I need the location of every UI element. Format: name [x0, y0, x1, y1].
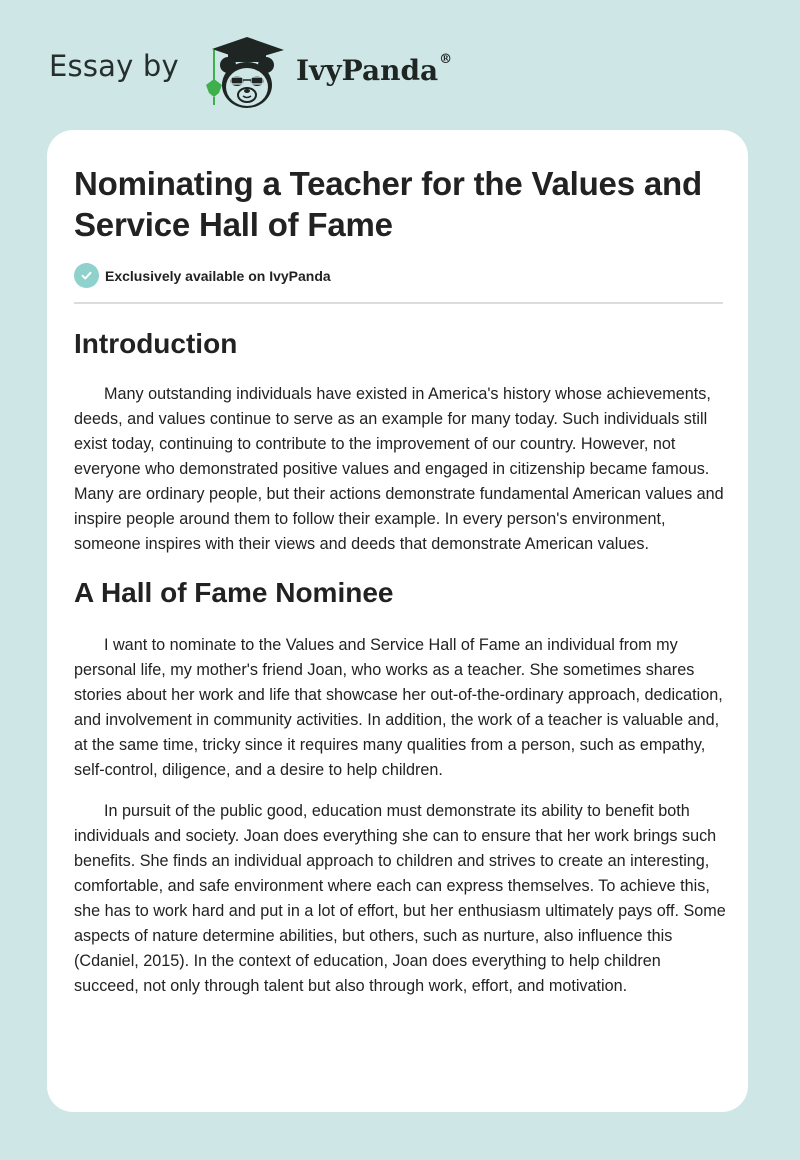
check-circle-icon — [74, 263, 99, 288]
essay-by-label: Essay by — [49, 49, 179, 83]
section-hall-of-fame-nominee — [74, 573, 729, 999]
brand-logo-text[interactable] — [296, 54, 452, 87]
exclusive-badge-text: Exclusively available on IvyPanda — [105, 267, 331, 284]
paragraph: Many outstanding individuals have existed in America's history whose achievements, deeds, and values continue to serve as an example for many today. Such individuals still exist today, continuing to contribute to the improvement of our country. However, not everyone who demonstrated positive values and engaged in citizenship became famous. Many are ordinary people, but their actions demonstrate fundamental American values and inspire people around them to follow their example. In every person's environment, someone inspires with their views and deeds that demonstrate American values. — [74, 385, 724, 553]
page-title: Nominating a Teacher for the Values and Service Hall of Fame — [74, 165, 702, 243]
divider — [74, 302, 723, 304]
panda-graduate-icon[interactable] — [202, 35, 292, 111]
brand-name: IvyPanda — [296, 54, 439, 87]
essay-body — [74, 324, 729, 1015]
registered-mark: ® — [439, 52, 453, 67]
section-heading: Introduction — [74, 328, 238, 359]
exclusive-badge — [74, 263, 331, 288]
essay-card — [47, 130, 748, 1112]
paragraph: In pursuit of the public good, education must demonstrate its ability to benefit both individuals and society. Joan does everything she can to ensure that her work brings such benefits. She finds an individual approach to children and strives to create an interesting, comfortable, and safe environment where each can express themselves. To achieve this, she has to work hard and put in a lot of effort, but her enthusiasm ultimately pays off. Some aspects of nature determine abilities, but others, such as nurture, also influence this (Cdaniel, 2015). In the context of education, Joan does everything to help children succeed, not only through talent but also through work, effort, and motivation. — [74, 802, 726, 995]
site-header — [0, 0, 800, 130]
section-introduction — [74, 324, 729, 557]
paragraph: I want to nominate to the Values and Service Hall of Fame an individual from my personal life, my mother's friend Joan, who works as a teacher. She sometimes shares stories about her work and life that showcase her out-of-the-ordinary approach, dedication, and involvement in community activities. In addition, the work of a teacher is valuable and, at the same time, tricky since it requires many qualities from a person, such as empathy, self-control, diligence, and a desire to help children. — [74, 636, 723, 779]
section-heading: A Hall of Fame Nominee — [74, 577, 394, 608]
